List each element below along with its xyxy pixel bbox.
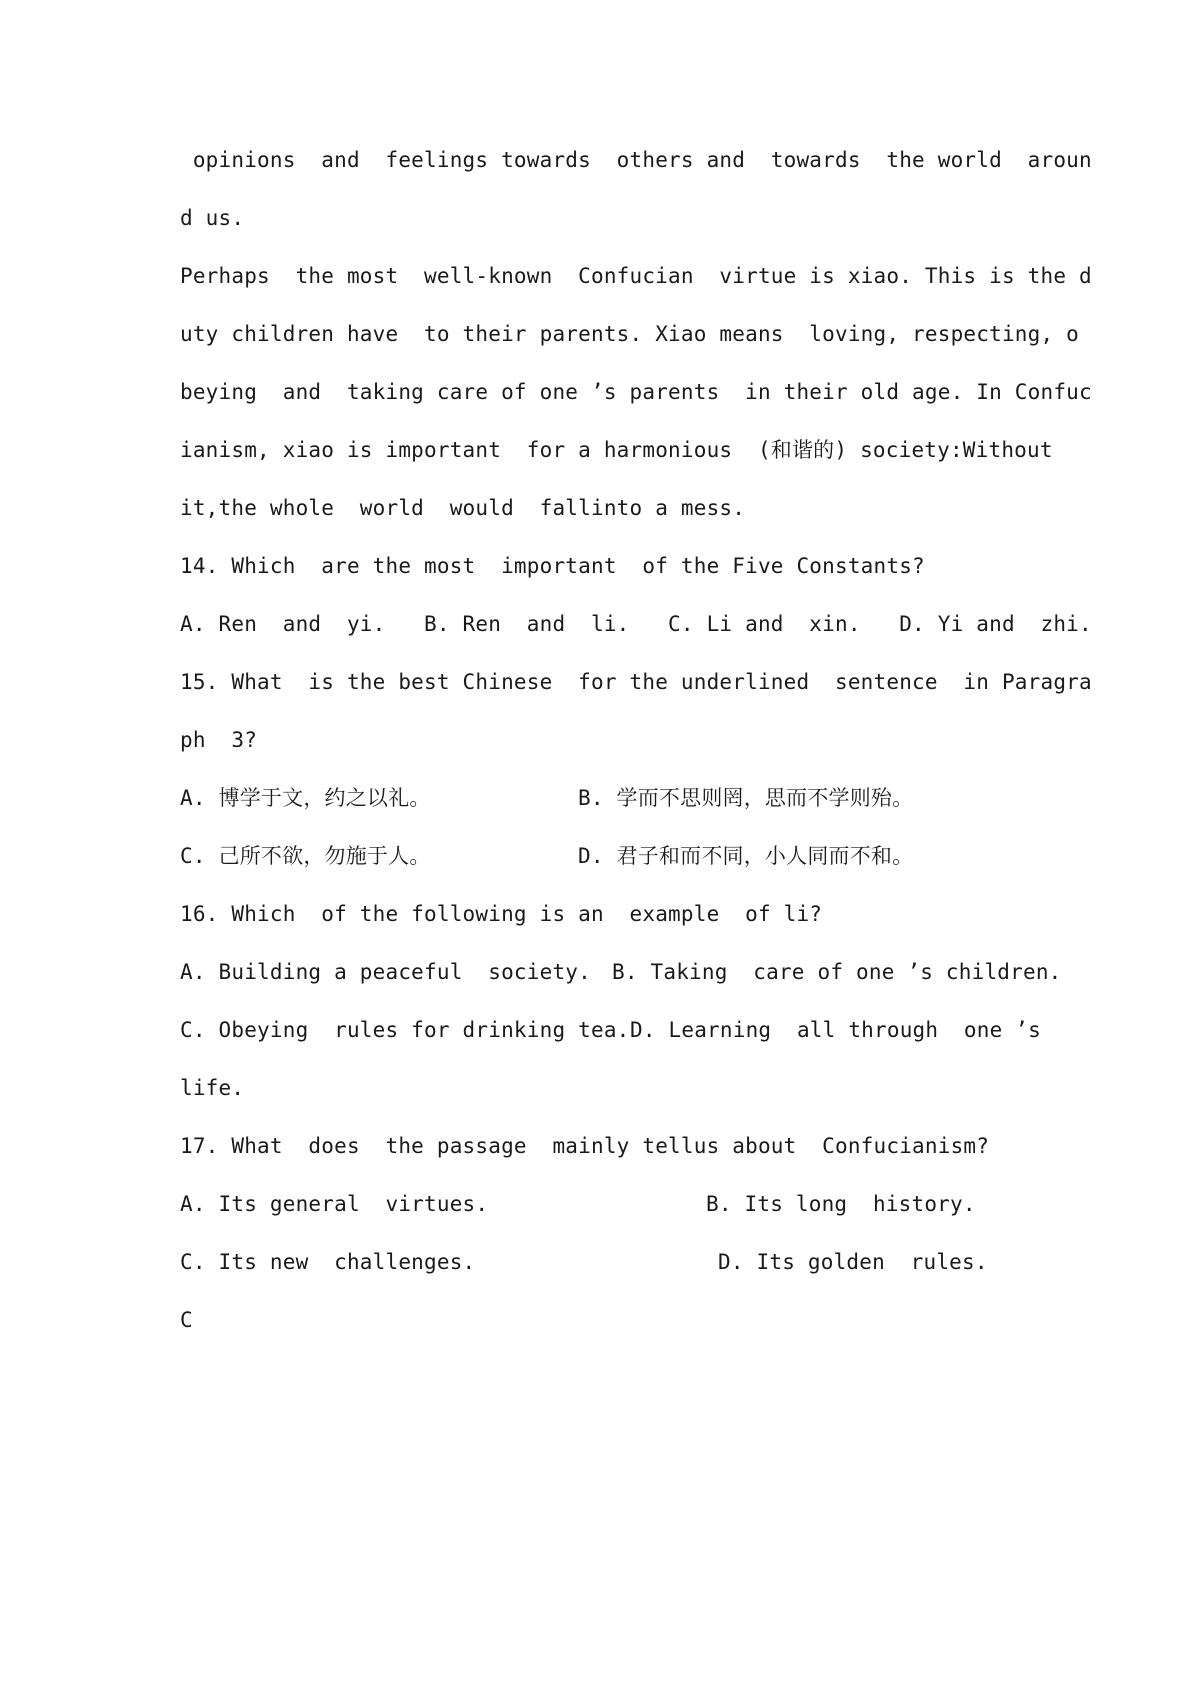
passage-line-7: it,the whole world would fallinto a mess.	[180, 496, 746, 520]
question-17-option-a: A. Its general virtues.	[180, 1192, 489, 1216]
question-16-option-d-line-2: life.	[180, 1076, 245, 1100]
passage-line-5: beying and taking care of one ’s parents in their old age. In Confuc	[180, 380, 1092, 404]
question-14-options: A. Ren and yi. B. Ren and li. C. Li and xin. D. Yi and zhi.	[180, 612, 1092, 636]
question-16-option-d-line-1: D. Learning all through one ’s	[630, 1018, 1041, 1042]
question-16-stem: 16. Which of the following is an example of li?	[180, 902, 823, 926]
question-17-option-d: D. Its golden rules.	[718, 1250, 988, 1274]
passage-line-1: opinions and feelings towards others and towards the world aroun	[180, 148, 1092, 172]
question-17-option-c: C. Its new challenges.	[180, 1250, 476, 1274]
question-15-stem-line-1: 15. What is the best Chinese for the underlined sentence in Paragra	[180, 670, 1092, 694]
question-16-option-b: B. Taking care of one ’s children.	[612, 960, 1062, 984]
question-17-option-b: B. Its long history.	[706, 1192, 976, 1216]
question-14-stem: 14. Which are the most important of the Five Constants?	[180, 554, 925, 578]
question-15-option-a: A. 博学于文，约之以礼。	[180, 786, 431, 810]
question-15-option-b: B. 学而不思则罔，思而不学则殆。	[578, 786, 914, 810]
passage-line-6: ianism, xiao is important for a harmonious (和谐的) society:Without	[180, 438, 1053, 462]
section-marker: C	[180, 1308, 193, 1332]
passage-line-2: d us.	[180, 206, 245, 230]
passage-line-3: Perhaps the most well-known Confucian virtue is xiao. This is the d	[180, 264, 1092, 288]
question-15-option-c: C. 己所不欲，勿施于人。	[180, 844, 431, 868]
question-15-option-d: D. 君子和而不同，小人同而不和。	[578, 844, 914, 868]
question-16-option-a: A. Building a peaceful society.	[180, 960, 591, 984]
question-15-stem-line-2: ph 3?	[180, 728, 258, 752]
question-17-stem: 17. What does the passage mainly tellus about Confucianism?	[180, 1134, 990, 1158]
question-16-option-c: C. Obeying rules for drinking tea.	[180, 1018, 630, 1042]
passage-line-4: uty children have to their parents. Xiao means loving, respecting, o	[180, 322, 1080, 346]
